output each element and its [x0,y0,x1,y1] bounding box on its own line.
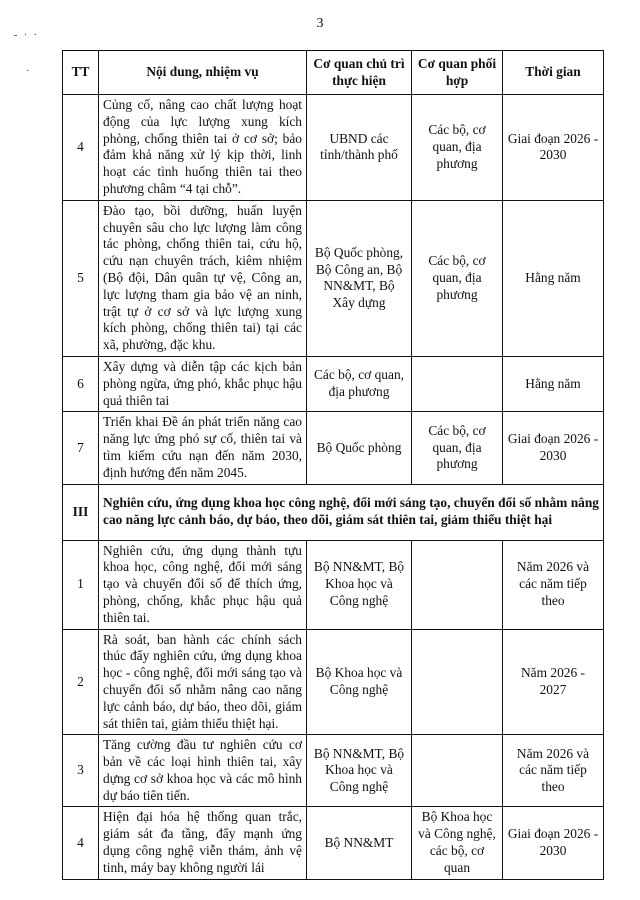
table-row [63,95,604,201]
row-lead: Bộ Quốc phòng [307,412,412,484]
row-time: Giai đoạn 2026 - 2030 [503,412,604,484]
row-time: Năm 2026 - 2027 [503,629,604,735]
table-row [63,356,604,411]
table-row [63,735,604,807]
header-coop-agency: Cơ quan phối hợp [412,51,503,95]
header-tt: TT [63,51,99,95]
row-lead: Bộ Khoa học và Công nghệ [307,629,412,735]
row-tt: 1 [63,540,99,629]
row-content: Củng cố, nâng cao chất lượng hoạt động của lực lượng xung kích phòng, chống thiên tai ở cơ sở; bảo đảm khả năng xử lý kịp thời, linh hoạt các tình huống thiên tai theo phương châm “4 tại chỗ”. [99,95,307,201]
section-row [63,484,604,540]
section-number: III [63,484,99,540]
row-coop: Bộ Khoa học và Công nghệ, các bộ, cơ quan [412,807,503,879]
row-coop: Các bộ, cơ quan, địa phương [412,412,503,484]
section-title: Nghiên cứu, ứng dụng khoa học công nghệ, đổi mới sáng tạo, chuyển đổi số nhằm nâng cao năng lực cảnh báo, dự báo, theo dõi, giám sát thiên tai, giảm thiểu thiệt hại [99,484,604,540]
row-tt: 4 [63,807,99,879]
row-tt: 2 [63,629,99,735]
row-tt: 6 [63,356,99,411]
header-row [63,51,604,95]
row-coop [412,356,503,411]
row-content: Hiện đại hóa hệ thống quan trắc, giám sát đa tầng, đẩy mạnh ứng dụng công nghệ viễn thám, ảnh vệ tinh, máy bay không người lái [99,807,307,879]
row-tt: 3 [63,735,99,807]
row-tt: 5 [63,200,99,356]
row-lead: Bộ NN&MT, Bộ Khoa học và Công nghệ [307,540,412,629]
header-time: Thời gian [503,51,604,95]
table-row [63,629,604,735]
table-row [63,540,604,629]
row-content: Đào tạo, bồi dưỡng, huấn luyện chuyên sâu cho lực lượng làm công tác phòng, chống thiên tai, cứu hộ, cứu nạn chuyên trách, kiêm nhiệm (Bộ đội, Dân quân tự vệ, Công an, lực lượng tham gia bảo vệ an ninh, trật tự ở cơ sở và lực lượng xung kích phòng, chống thiên tai) tại các xã, phường, đặc khu. [99,200,307,356]
scan-speck: · [26,66,30,77]
row-content: Tăng cường đầu tư nghiên cứu cơ bản về các loại hình thiên tai, xây dựng cơ sở khoa học và các mô hình dự báo tiên tiến. [99,735,307,807]
row-lead: Bộ Quốc phòng, Bộ Công an, Bộ NN&MT, Bộ Xây dựng [307,200,412,356]
row-time: Giai đoạn 2026 - 2030 [503,95,604,201]
row-tt: 4 [63,95,99,201]
row-coop [412,629,503,735]
row-coop: Các bộ, cơ quan, địa phương [412,200,503,356]
table-row [63,807,604,879]
tasks-table [62,50,604,880]
table-row [63,412,604,484]
row-lead: Các bộ, cơ quan, địa phương [307,356,412,411]
row-coop [412,735,503,807]
row-coop: Các bộ, cơ quan, địa phương [412,95,503,201]
row-time: Hằng năm [503,200,604,356]
page-number: 3 [316,16,324,31]
table-row [63,200,604,356]
header-content: Nội dung, nhiệm vụ [99,51,307,95]
row-content: Nghiên cứu, ứng dụng thành tựu khoa học, công nghệ, đổi mới sáng tạo và chuyển đổi số để thích ứng, phòng, chống, khắc phục hậu quả thiên tai. [99,540,307,629]
row-tt: 7 [63,412,99,484]
scan-specks: - · · [14,30,39,41]
row-time: Năm 2026 và các năm tiếp theo [503,735,604,807]
row-time: Hằng năm [503,356,604,411]
row-content: Rà soát, ban hành các chính sách thúc đẩy nghiên cứu, ứng dụng khoa học - công nghệ, đổi mới sáng tạo và chuyển đổi số nhằm nâng cao năng lực cảnh báo, dự báo, theo dõi, giám sát thiên tai, giảm thiểu thiệt hại. [99,629,307,735]
row-coop [412,540,503,629]
row-time: Năm 2026 và các năm tiếp theo [503,540,604,629]
row-content: Xây dựng và diễn tập các kịch bản phòng ngừa, ứng phó, khắc phục hậu quả thiên tai [99,356,307,411]
row-lead: UBND các tỉnh/thành phố [307,95,412,201]
row-lead: Bộ NN&MT [307,807,412,879]
header-lead-agency: Cơ quan chủ trì thực hiện [307,51,412,95]
row-lead: Bộ NN&MT, Bộ Khoa học và Công nghệ [307,735,412,807]
row-content: Triển khai Đề án phát triển năng cao năng lực ứng phó sự cố, thiên tai và tìm kiếm cứu nạn đến năm 2030, định hướng đến năm 2045. [99,412,307,484]
row-time: Giai đoạn 2026 - 2030 [503,807,604,879]
